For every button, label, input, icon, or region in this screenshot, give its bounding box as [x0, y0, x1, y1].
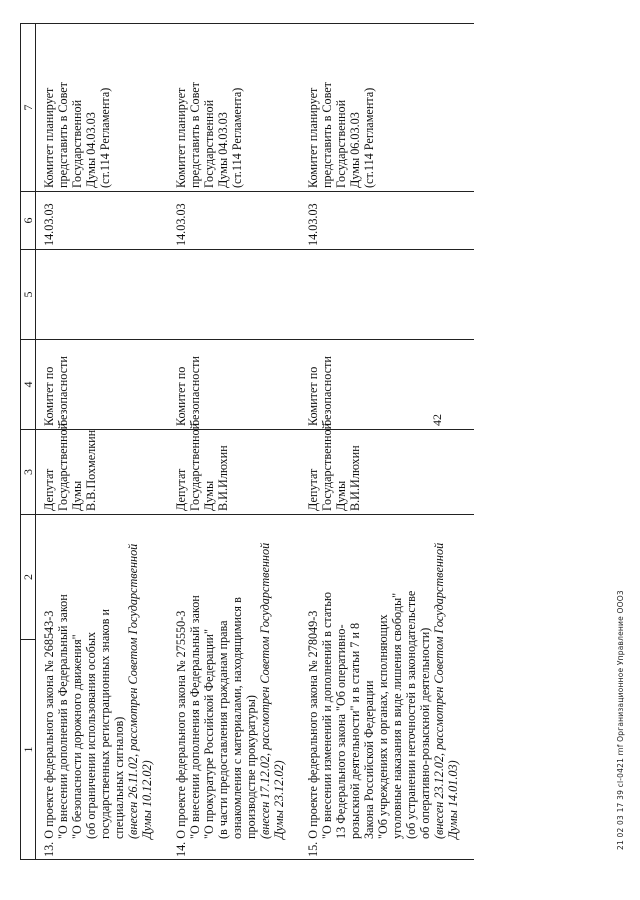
- bill-text-line: Закона Российской Федерации: [362, 680, 376, 839]
- committee-line: безопасности: [320, 356, 334, 426]
- action-line: Комитет планирует: [174, 87, 188, 188]
- committee-line: Комитет по: [174, 366, 188, 426]
- bill-text-line: специальных сигналов): [112, 716, 126, 839]
- bill-text-line: ознакомления с материалами, находящимися в: [230, 597, 244, 839]
- author-line: Депутат: [42, 468, 56, 511]
- column-header: 2: [21, 515, 36, 640]
- column-5-cell: [300, 250, 474, 340]
- action-cell: [300, 24, 474, 192]
- author-line: Депутат: [174, 468, 188, 511]
- row-number: 13.: [42, 841, 56, 857]
- committee-line: Комитет по: [306, 366, 320, 426]
- action-line: Комитет планирует: [42, 87, 56, 188]
- column-header: 1: [21, 640, 36, 860]
- date-cell: 14.03.03: [36, 192, 169, 250]
- author-line: Государственной: [320, 422, 334, 511]
- bill-text-line: "О безопасности дорожного движения": [70, 634, 84, 839]
- action-line: Государственной: [70, 99, 84, 188]
- bill-title: О проекте федерального закона № 268543-3: [42, 610, 56, 839]
- action-cell: [36, 24, 169, 192]
- action-line: Думы 04.03.03: [216, 112, 230, 188]
- author-line: В.В.Похмелкин: [84, 429, 98, 511]
- action-line: Думы 06.03.03: [348, 112, 362, 188]
- action-cell: [168, 24, 300, 192]
- author-line: В.И.Илюхин: [216, 445, 230, 511]
- action-line: (ст.114 Регламента): [98, 87, 112, 188]
- date-cell: 14.03.03: [300, 192, 474, 250]
- bill-note: (внесен 23.12.02, рассмотрен Советом Государственной Думы 14.01.03): [432, 542, 460, 839]
- committee-line: Комитет по: [42, 366, 56, 426]
- table-row: [36, 24, 169, 860]
- column-header: 3: [21, 430, 36, 515]
- committee-line: безопасности: [56, 356, 70, 426]
- author-line: В.И.Илюхин: [348, 445, 362, 511]
- bill-text-line: уголовные наказания в виде лишения свободы": [390, 592, 404, 839]
- committee-cell: [168, 340, 300, 430]
- bill-text-line: "О внесении дополнений в Федеральный закон: [56, 594, 70, 839]
- bill-text-line: производстве прокуратуры): [244, 695, 258, 839]
- bill-description-cell: [300, 515, 474, 860]
- fax-footer: 21 02 03 17 39 cl-0421 rnf Организационное Управление ООО3: [616, 590, 625, 850]
- bills-table: [20, 23, 474, 860]
- bill-text-line: "О прокуратуре Российской Федерации": [202, 628, 216, 839]
- bill-description-cell: [36, 515, 169, 860]
- committee-cell: [36, 340, 169, 430]
- bill-note: (внесен 26.11.02, рассмотрен Советом Государственной Думы 10.12.02): [126, 543, 154, 839]
- bill-text-line: "О внесении изменений и дополнений в статью: [320, 592, 334, 839]
- action-line: Государственной: [202, 99, 216, 188]
- column-header: 7: [21, 24, 36, 192]
- bill-text-line: об оперативно-розыскной деятельности): [418, 627, 432, 839]
- table-header-row: [21, 24, 36, 860]
- bill-note: (внесен 17.12.02, рассмотрен Советом Государственной Думы 23.12.02): [258, 542, 286, 839]
- bill-text-line: 13 Федерального закона "Об оперативно-: [334, 624, 348, 839]
- bill-text-line: "О внесении дополнения в Федеральный закон: [188, 595, 202, 839]
- author-line: Государственной: [188, 422, 202, 511]
- bill-text-line: "Об учреждениях и органах, исполняющих: [376, 614, 390, 839]
- table-row: [168, 24, 300, 860]
- date-cell: 14.03.03: [168, 192, 300, 250]
- bill-title: О проекте федерального закона № 278049-3: [306, 610, 320, 839]
- author-line: Государственной: [56, 422, 70, 511]
- author-line: Думы: [202, 480, 216, 511]
- column-5-cell: [36, 250, 169, 340]
- column-header: 5: [21, 250, 36, 340]
- action-line: представить в Совет: [56, 81, 70, 188]
- bill-text-line: государственных регистрационных знаков и: [98, 609, 112, 839]
- committee-line: безопасности: [188, 356, 202, 426]
- author-line: Думы: [70, 480, 84, 511]
- bill-title: О проекте федерального закона № 275550-3: [174, 610, 188, 839]
- column-5-cell: [168, 250, 300, 340]
- author-cell: [168, 422, 300, 515]
- action-line: Комитет планирует: [306, 87, 320, 188]
- row-number: 15.: [306, 841, 320, 857]
- table-row: [300, 24, 474, 860]
- bill-text-line: (об устранении неточностей в законодательстве: [404, 590, 418, 839]
- action-line: (ст.114 Регламента): [362, 87, 376, 188]
- bill-text-line: (в части предоставления гражданам права: [216, 620, 230, 839]
- author-line: Депутат: [306, 468, 320, 511]
- committee-cell: [300, 340, 474, 430]
- page-number: 42: [430, 414, 444, 426]
- bill-description-cell: [168, 515, 300, 860]
- bill-text-line: (об ограничении использования особых: [84, 631, 98, 839]
- author-cell: [300, 422, 474, 515]
- action-line: Думы 04.03.03: [84, 112, 98, 188]
- row-number: 14.: [174, 841, 188, 857]
- column-header: 6: [21, 192, 36, 250]
- author-line: Думы: [334, 480, 348, 511]
- bill-text-line: розыскной деятельности" и в статьи 7 и 8: [348, 622, 362, 839]
- action-line: представить в Совет: [188, 81, 202, 188]
- column-header: 4: [21, 340, 36, 430]
- action-line: Государственной: [334, 99, 348, 188]
- action-line: представить в Совет: [320, 81, 334, 188]
- author-cell: [36, 422, 169, 515]
- action-line: (ст.114 Регламента): [230, 87, 244, 188]
